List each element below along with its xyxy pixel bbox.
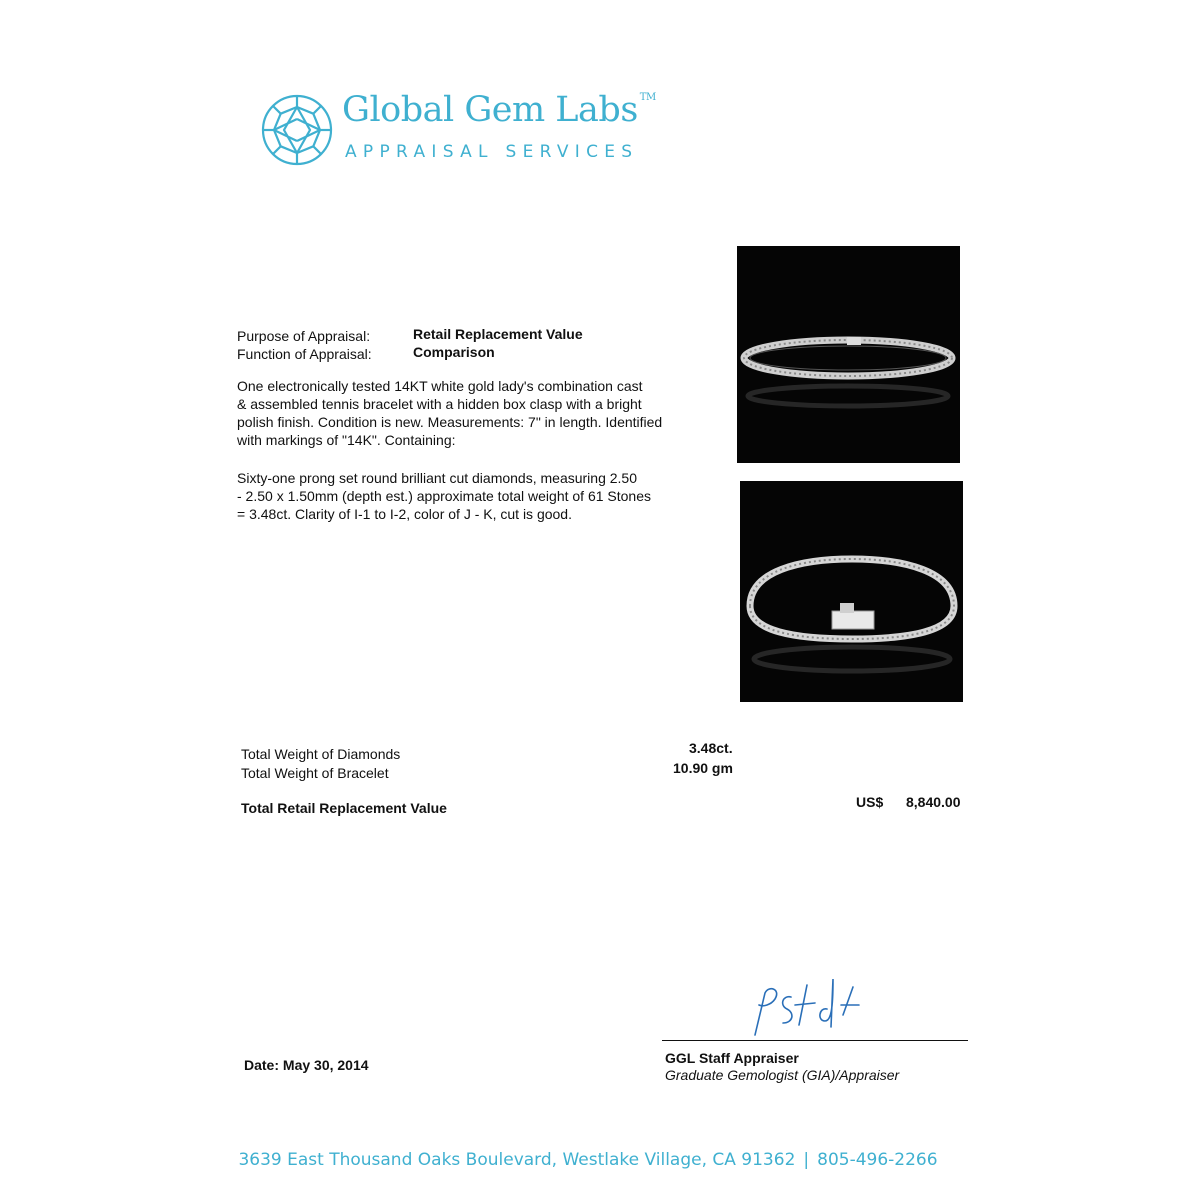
function-label: Function of Appraisal:: [237, 346, 372, 362]
bracelet-clasp-image: [740, 481, 963, 702]
bracelet-photo-clasp: [740, 481, 963, 702]
item-description: One electronically tested 14KT white gold lady's combination cast & assembled tennis bracelet with a hidden box clasp with a bright polish finish. Condition is new. Measurements: 7" in length. Identified with markings of "14K". Containing:: [237, 378, 663, 448]
signature-mark: [735, 975, 865, 1040]
diamonds-weight-value: 3.48ct.: [689, 740, 733, 756]
function-value: Comparison: [413, 344, 495, 360]
diamonds-weight-label: Total Weight of Diamonds: [241, 746, 401, 762]
signature-line: [662, 1040, 968, 1041]
retail-value-label: Total Retail Replacement Value: [241, 800, 447, 816]
bracelet-weight-label: Total Weight of Bracelet: [241, 765, 389, 781]
company-address: [0, 1150, 1176, 1170]
purpose-value: Retail Replacement Value: [413, 326, 583, 342]
company-name-text: Global Gem Labs: [342, 90, 638, 130]
bracelet-photo-top: [737, 246, 960, 463]
address-separator: |: [803, 1150, 810, 1170]
address-street: 3639 East Thousand Oaks Boulevard, Westlake Village, CA 91362: [238, 1150, 796, 1170]
diamond-facet-icon: [260, 93, 334, 167]
retail-value-amount: 8,840.00: [906, 794, 961, 810]
currency-label: US$: [856, 794, 884, 810]
date-label: Date:: [244, 1057, 280, 1073]
appraiser-title: Graduate Gemologist (GIA)/Appraiser: [665, 1067, 900, 1083]
company-name: [342, 90, 656, 130]
company-tagline: APPRAISAL SERVICES: [345, 142, 639, 162]
bracelet-weight-value: 10.90 gm: [673, 760, 733, 776]
address-phone: 805-496-2266: [817, 1150, 938, 1170]
appraiser-name: GGL Staff Appraiser: [665, 1050, 799, 1066]
date-value: May 30, 2014: [282, 1057, 369, 1073]
purpose-label: Purpose of Appraisal:: [237, 328, 371, 344]
stones-description: Sixty-one prong set round brilliant cut diamonds, measuring 2.50 - 2.50 x 1.50mm (depth est.) approximate total weight of 61 Stones = 3.48ct. Clarity of I-1 to I-2, color of J - K, cut is good.: [237, 470, 651, 522]
bracelet-top-image: [737, 246, 960, 463]
date-line: [244, 1057, 369, 1073]
trademark-mark: TM: [639, 92, 656, 103]
